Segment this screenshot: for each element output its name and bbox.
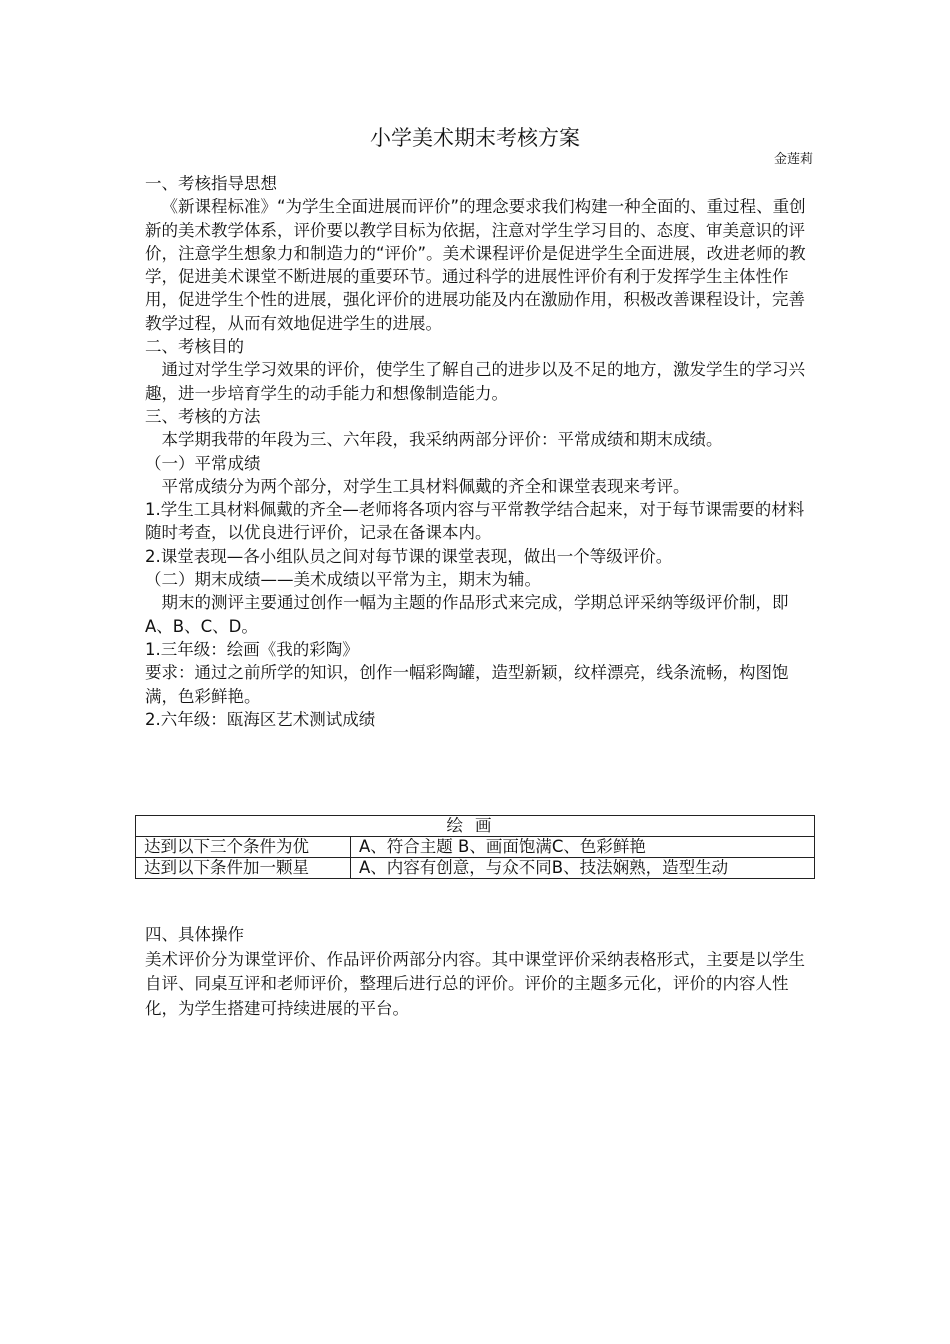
table-header-row <box>136 816 815 837</box>
section-3-heading: 三、考核的方法 <box>145 406 261 426</box>
grade-3-item: 1.三年级：绘画《我的彩陶》 <box>145 639 359 659</box>
section-4-paragraph: 美术评价分为课堂评价、作品评价两部分内容。其中课堂评价采纳表格形式，主要是以学生自评、同桌互评和老师评价，整理后进行总的评价。评价的主题多元化，评价的内容人性化，为学生搭建可持续进展的平台。 <box>145 949 805 1018</box>
table-cell-condition: 达到以下三个条件为优 <box>136 837 351 858</box>
table-cell-criteria: A、符合主题 B、画面饱满C、色彩鲜艳 <box>351 837 815 858</box>
document-title: 小学美术期末考核方案 <box>370 126 580 150</box>
table-row <box>136 837 815 858</box>
section-3-sub1-paragraph: 平常成绩分为两个部分，对学生工具材料佩戴的齐全和课堂表现来考评。 <box>161 476 690 496</box>
grade-6-item: 2.六年级：瓯海区艺术测试成绩 <box>145 709 376 729</box>
section-3-item-1: 1.学生工具材料佩戴的齐全—老师将各项内容与平常教学结合起来，对于每节课需要的材料随时考查，以优良进行评价，记录在备课本内。 <box>145 500 805 543</box>
section-1-paragraph: 《新课程标准》“为学生全面进展而评价”的理念要求我们构建一种全面的、重过程、重创新的美术教学体系，评价要以教学目标为依据，注意对学生学习目的、态度、审美意识的评价，注意学生想象力和制造力的“评价”。美术课程评价是促进学生全面进展，改进老师的教学，促进美术课堂不断进展的重要环节。通过科学的进展性评价有利于发挥学生主体性作用，促进学生个性的进展，强化评价的进展功能及内在激励作用，积极改善课程设计，完善教学过程，从而有效地促进学生的进展。 <box>145 197 806 333</box>
section-4 <box>145 923 813 1021</box>
table-row <box>136 858 815 879</box>
author-name: 金莲莉 <box>773 152 813 167</box>
criteria-table-wrapper <box>135 815 815 879</box>
table-cell-condition: 达到以下条件加一颗星 <box>136 858 351 879</box>
criteria-table <box>135 815 815 879</box>
section-3-item-2: 2.课堂表现—各小组队员之间对每节课的课堂表现，做出一个等级评价。 <box>145 546 673 566</box>
section-3-subheading-2: （二）期末成绩——美术成绩以平常为主，期末为辅。 <box>145 570 541 590</box>
section-2-heading: 二、考核目的 <box>145 337 244 357</box>
grade-3-requirements: 要求：通过之前所学的知识，创作一幅彩陶罐，造型新颖，纹样漂亮，线条流畅，构图饱满，色彩鲜艳。 <box>145 663 789 706</box>
section-2-paragraph: 通过对学生学习效果的评价，使学生了解自己的进步以及不足的地方，激发学生的学习兴趣，进一步培育学生的动手能力和想像制造能力。 <box>145 360 805 403</box>
table-cell-criteria: A、内容有创意，与众不同B、技法娴熟，造型生动 <box>351 858 815 879</box>
section-3-subheading-1: （一）平常成绩 <box>145 453 261 473</box>
section-4-heading: 四、具体操作 <box>145 925 244 944</box>
document-body <box>145 172 813 731</box>
section-1-heading: 一、考核指导思想 <box>145 174 277 193</box>
section-3-paragraph: 本学期我带的年段为三、六年段，我采纳两部分评价：平常成绩和期末成绩。 <box>161 430 723 450</box>
table-header-cell: 绘画 <box>136 816 815 837</box>
section-3-sub2-paragraph: 期末的测评主要通过创作一幅为主题的作品形式来完成，学期总评采纳等级评价制，即A、B、C、D。 <box>145 593 789 636</box>
